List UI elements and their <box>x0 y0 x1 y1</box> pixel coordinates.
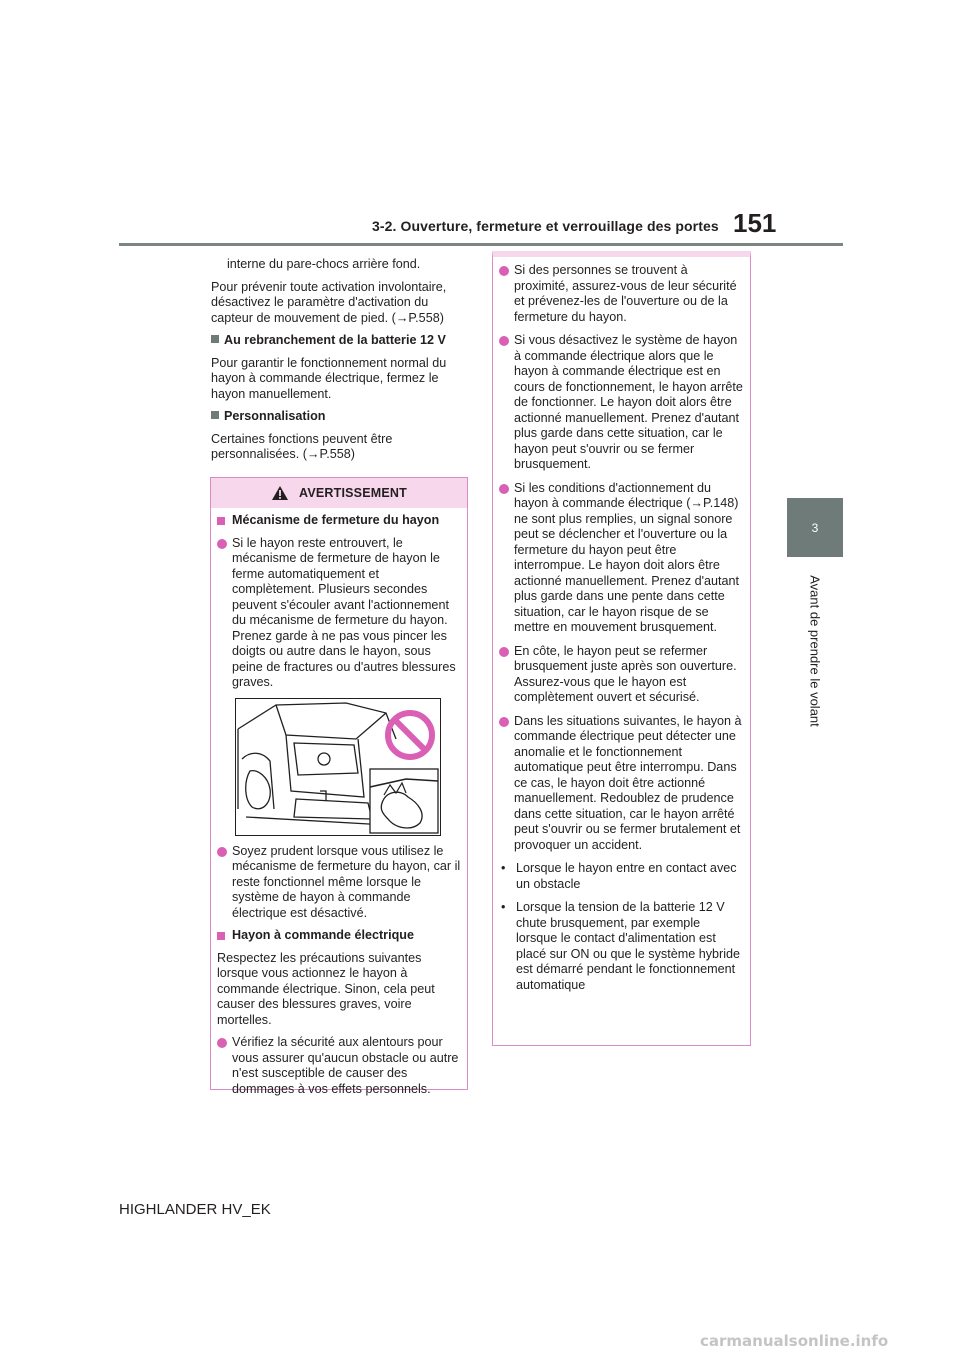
chapter-title: Avant de prendre le volant <box>807 574 823 727</box>
tailgate-illustration <box>235 698 441 836</box>
watermark: carmanualsonline.info <box>700 1332 889 1350</box>
square-bullet-icon <box>211 411 219 419</box>
section-title: 3-2. Ouverture, fermeture et verrouillage des portes <box>372 218 719 234</box>
warning-bullet: Si vous désactivez le système de hayon à commande électrique alors que le hayon à commande électrique est en cours de fonctionnement, le hayon arrête de fonctionner. Le hayon doit alors être actionné manuellement. Prenez d'autant plus garde dans cette situation, car le hayon peut s'ouvrir ou se fermer brusquement. <box>499 333 744 473</box>
header-rule <box>119 243 843 246</box>
chapter-number: 3 <box>811 520 819 535</box>
continued-text: interne du pare-chocs arrière fond. <box>227 257 421 271</box>
chapter-tab <box>787 498 843 557</box>
warning-box <box>210 477 468 1096</box>
chapter-side-label <box>787 563 843 738</box>
warning-subheading: Mécanisme de fermeture du hayon <box>217 513 461 529</box>
tailgate-closing-hand-illustration <box>236 699 440 835</box>
warning-bullet: Si le hayon reste entrouvert, le mécanisme de fermeture de hayon le ferme automatiquement et complètement. Plusieurs secondes peuvent s'écouler avant l'actionnement du mécanisme de fermeture du hayon. Prenez garde à ne pas vous pincer les doigts ou autre dans le hayon, sous peine de fractures ou d'autres blessures graves. <box>217 536 461 691</box>
warning-bullet: Si les conditions d'actionnement du hayon à commande électrique (→P.148) ne sont plus remplies, un signal sonore peut se déclencher et l'ouverture ou la fermeture du hayon peut être interrompue. Le hayon doit alors être actionné manuellement. Prenez d'autant plus garde dans une pente dans cette situation, car le hayon risque de se mettre en mouvement brusquement. <box>499 481 744 636</box>
left-column <box>211 257 469 470</box>
warning-continuation-box <box>492 251 751 1046</box>
square-bullet-icon <box>211 335 219 343</box>
warning-header <box>211 478 467 508</box>
warning-subheading: Hayon à commande électrique <box>217 928 461 944</box>
page-number: 151 <box>733 208 777 238</box>
subheading: Au rebranchement de la batterie 12 V <box>211 333 469 349</box>
warning-bullet: Si des personnes se trouvent à proximité, assurez-vous de leur sécurité et prévenez-les de l'ouverture ou de la fermeture du hayon. <box>499 263 744 325</box>
warning-bullet: Vérifiez la sécurité aux alentours pour vous assurer qu'aucun obstacle ou autre n'est susceptible de causer des dommages à vos effets personnels. <box>217 1035 461 1097</box>
warning-triangle-icon <box>271 485 289 501</box>
warning-paragraph: Respectez les précautions suivantes lorsque vous actionnez le hayon à commande électrique. Sinon, cela peut causer des blessures graves, voire mortelles. <box>217 950 435 1027</box>
paragraph: Pour garantir le fonctionnement normal du hayon à commande électrique, fermez le hayon manuellement. <box>211 355 447 401</box>
subheading: Personnalisation <box>211 409 469 425</box>
paragraph: Certaines fonctions peuvent être personnalisées. (→P.558) <box>211 431 393 461</box>
warning-bullet: En côte, le hayon peut se refermer brusquement juste après son ouverture. Assurez-vous que le hayon est complètement ouvert et sécurisé. <box>499 644 744 706</box>
paragraph: Pour prévenir toute activation involontaire, désactivez le paramètre d'activation du capteur de mouvement de pied. (→P.558) <box>211 279 447 325</box>
sub-bullet: • Lorsque le hayon entre en contact avec un obstacle <box>499 861 744 892</box>
footer-model: HIGHLANDER HV_EK <box>119 1201 271 1218</box>
warning-bullet: Soyez prudent lorsque vous utilisez le mécanisme de fermeture du hayon, car il reste fonctionnel même lorsque le système de hayon à commande électrique est désactivé. <box>217 844 461 922</box>
warning-title: AVERTISSEMENT <box>299 486 407 500</box>
sub-bullet: • Lorsque la tension de la batterie 12 V chute brusquement, par exemple lorsque le contact d'alimentation est placé sur ON ou que le système hybride est démarré pendant le fonctionnement automatique <box>499 900 744 993</box>
warning-bullet: Dans les situations suivantes, le hayon à commande électrique peut détecter une anomalie et le fonctionnement automatique peut être interrompu. Dans ce cas, le hayon doit être actionné manuellement. Redoublez de prudence dans cette situation, car le hayon arrêté peut s'ouvrir ou se fermer brutalement et provoquer un accident. <box>499 714 744 854</box>
